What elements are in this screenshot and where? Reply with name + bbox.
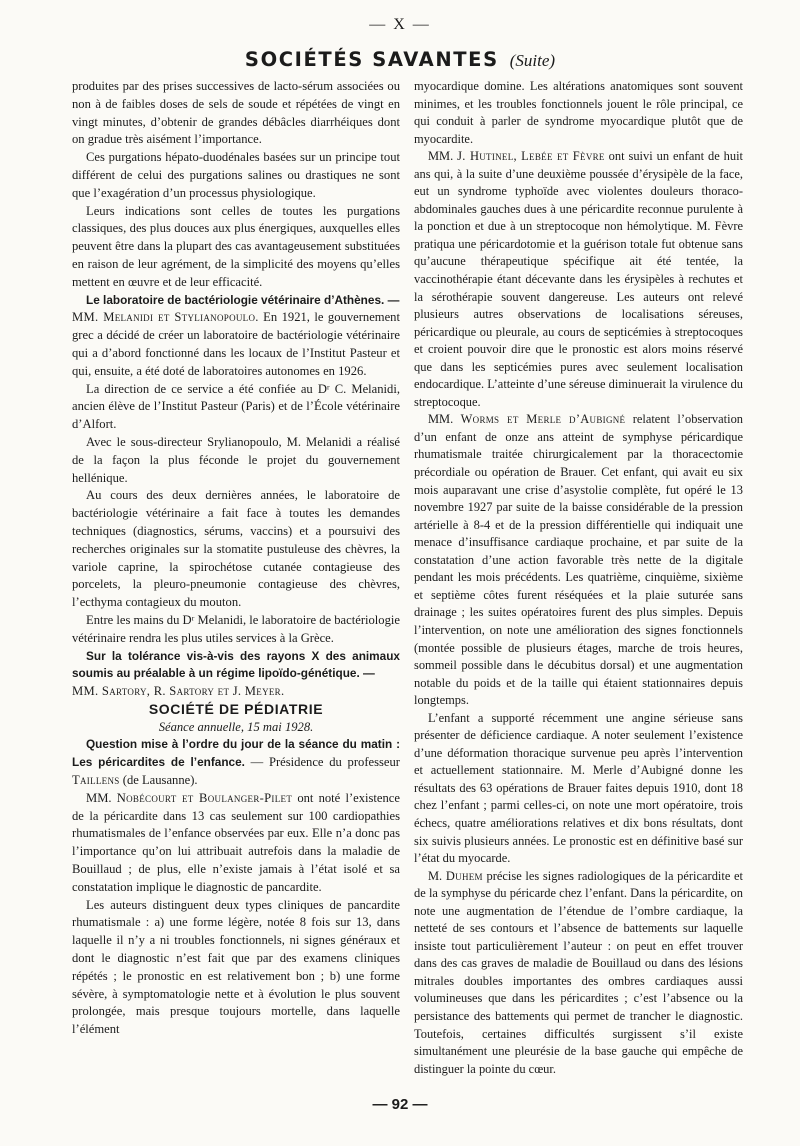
nobecourt-paragraph [72,790,400,897]
paragraph: Avec le sous-directeur Srylianopoulo, M. Melanidi a réalisé de la façon la plus féconde le projet du gouvernement hellénique. [72,434,400,485]
article-text: ont suivi un enfant de huit ans qui, à la suite d’une deuxième poussée d’érysipèle de la face, eut un syndrome typhoïde avec violentes douleurs thoraco-abdominales gauches dues à une péricardite reconnue purulente à la ponction et due à un streptocoque non hémolytique. M. Fèvre pratiqua une péricardotomie et la guérison totale fut obtenue sans qu’aucune thérapeutique spécifique ait été tentée, la vaccinothérapie étant décevante dans les érysipèles à rechutes et la sérothérapie souvent dangereuse. Les auteurs ont relevé plusieurs autres observations de localisations séreuses, péricardique ou pleurale, au cours de septicémies à streptocoques et croient pouvoir dire que le pronostic est alors moins réservé que dans les septicémies pures avec seulement localisation endocardique. L’atteinte d’une séreuse diminuerait la virulence du streptocoque. [414,149,744,409]
authors-prefix: M. [428,868,443,883]
athens-intro [72,309,400,380]
worms-paragraph [414,411,743,709]
authors-prefix: MM. [86,790,112,805]
article-authors: Worms et Merle d’Aubigné [460,412,626,427]
question-text: — Présidence du professeur [250,755,400,770]
right-column [414,78,743,1078]
paragraph: Les auteurs distinguent deux types cliniques de pancardite rhumatismale : a) une forme légère, notée 8 fois sur 13, dans laquelle il n’y a ni troubles fonctionnels, ni signes généraux et dont le diagnostic n’est fait que par des examens cliniques répétés ; le pronostic en est relativement bon ; b) une forme sévère, à symptomatologie nette et à évolution le plus souvent prolongée, mais presque toujours mortelle, dans laquelle l’élément [72,897,400,1037]
paragraph: La direction de ce service a été confiée au Dʳ C. Melanidi, ancien élève de l’Institut Pasteur (Paris) et de l’École vétérinaire d’Alfort. [72,381,400,432]
running-head-title: SOCIÉTÉS SAVANTES [244,48,499,71]
left-column [72,78,400,1039]
article-text: précise les signes radiologiques de la péricardite et de la symphyse du péricarde chez l’enfant. Dans la péricardite, on note une augmentation de l’étendue de l’ombre cardiaque, la netteté de ses contours et l’absence de battements sur laquelle insiste tout particulièrement l’auteur : on peut en effet trouver dans des cas graves de maladie de Bouillaud ou dans des lésions mitrales doubles importantes des ombres cardiaques aussi volumineuses que dans les péricardites ; c’est l’absence ou la persistance des battements qui permet de trancher le diagnostic. Toutefois, certaines difficultés surgissent s’il existe simultanément une pleurésie de la base gauche qui empêche de distinguer la pointe du cœur. [414,868,743,1076]
article-text: relatent l’observation d’un enfant de onze ans atteint de symphyse péricardique rhumatismale traitée chirurgicalement par la thoracectomie précordiale ou opération de Brauer. Cet enfant, qui avait eu six mois auparavant une crise d’asystolie complète, fut opéré le 13 novembre 1927 par suite de la baisse considérable de la pression artérielle à 8-4 et de la pression différentielle qui indiquait une menace d’insuffisance cardiaque prochaine, et par suite de la constatation d’une action favorable très nette de la digitale pendant les mois précédents. Les quatrième, cinquième, sixième et septième côtes furent réséquées et la plaie suturée sans drainage ; les suites opératoires furent des plus simples. Depuis l’intervention, on note une amélioration des signes fonctionnels (montée possible de plusieurs étages, marche de trois heures, sommeil possible dans le décubitus dorsal) et une augmentation notable du poids et de la taille qui étaient stationnaires depuis longtemps. [414,412,744,708]
authors-prefix: MM. [428,412,454,427]
xray-authors-line [72,683,400,701]
paragraph: Au cours des deux dernières années, le laboratoire de bactériologie vétérinaire a fait face à toutes les demandes techniques (diagnostics, sérums, vaccins) et a poursuivi des recherches originales sur la stomatite pustuleuse des chèvres, la variole caprine, la spirochétose cutanée contagieuse des porcelets, la pleuro-pneumonie contagieuse des chèvres, l’ecthyma contagieux du mouton. [72,488,400,610]
authors-prefix: MM. [428,149,454,164]
paragraph: Ces purgations hépato-duodénales basées sur un principe tout différent de celui des purgations salines ou drastiques ne sont que l’exagération d’un processus physiologique. [72,150,400,200]
roman-folio: — X — [369,16,431,33]
paragraph: produites par des prises successives de lacto-sérum associées ou non à de faibles doses de sels de soude et répétées de vingt en vingt minutes, d’obtenir de grandes débâcles diarrhéiques dont on gradue très aisément l’importance. [72,79,400,147]
xray-article [72,648,400,684]
paragraph: Entre les mains du Dʳ Melanidi, le laboratoire de bactériologie vétérinaire rendra les plus utiles services à la Grèce. [72,612,400,645]
question-paragraph [72,736,400,789]
paragraph: L’enfant a supporté récemment une angine sérieuse sans présenter de déficience cardiaque. A noter seulement l’existence d’une déformation thoracique survenue peu après l’intervention et actuellement stationnaire. M. Merle d’Aubigné donne les résultats des 63 opérations de Brauer faites depuis 1910, dont 18 chez l’enfant ; parmi celles-ci, on note une mort opératoire, trois échecs, quatre améliorations relatives et dix bons résultats, dont six suivis plusieurs années. Le pronostic est en définitive basé sur l’état du myocarde. [414,710,743,866]
article-heading: Sur la tolérance vis-à-vis des rayons X des animaux soumis au préalable à un régime lipoïdo-génétique. — [72,648,400,681]
duhem-paragraph [414,868,743,1079]
article-authors: MM. Sartory, R. Sartory et J. Meyer. [72,684,285,699]
article-heading: Le laboratoire de bactériologie vétérinaire d’Athènes. — [86,292,400,307]
athens-article [72,292,400,310]
article-text: En 1921, le gouvernement grec a décidé de créer un laboratoire de bactériologie vétérinaire qui a d’abord fonctionné dans les locaux de l’Institut Pasteur et qui, ensuite, a été doté de laboratoires autonomes en 1926. [72,310,400,378]
article-text: ont noté l’existence de la péricardite dans 13 cas seulement sur 100 cardiopathies rhumatismales de l’enfance observées par eux. Elle n’a donc pas l’importance qu’on lui attribuait autrefois dans la maladie de Bouillaud ; de plus, elle n’existe jamais à l’état isolé et sa constatation implique le diagnostic de pancardite. [72,790,400,894]
running-head [0,48,800,71]
president-name: Taillens [72,773,120,788]
article-authors: Duhem [445,868,483,883]
section-subtitle: Séance annuelle, 15 mai 1928. [158,719,314,734]
paragraph: myocardique domine. Les altérations anatomiques sont souvent minimes, et les troubles fonctionnels jouent le rôle principal, ce qui conduit à parler de syndrome myocardique plutôt que de myocardite. [414,79,743,146]
question-heading: Question mise à l’ordre du jour de la séance du matin : Les péricardites de l’enfance. [72,737,400,770]
hutinel-paragraph [414,148,743,411]
president-place: (de Lausanne). [122,773,198,788]
section-title: SOCIÉTÉ DE PÉDIATRIE [148,700,324,717]
page-number: — 92 — [372,1096,428,1113]
article-authors: MM. Melanidi et Stylianopoulo. [72,310,259,325]
paragraph: Leurs indications sont celles de toutes les purgations classiques, des plus douces aux plus énergiques, auxquelles elles peuvent être dans la plupart des cas avantageusement substituées en raison de leur agrément, de la simplicité des moyens qu’elles mettent en œuvre et de leur efficacité. [72,203,400,289]
article-authors: Nobécourt et Boulanger-Pilet [116,790,293,805]
article-authors: J. Hutinel, Lebée et Fèvre [457,149,605,164]
running-head-suite: (Suite) [509,51,556,70]
